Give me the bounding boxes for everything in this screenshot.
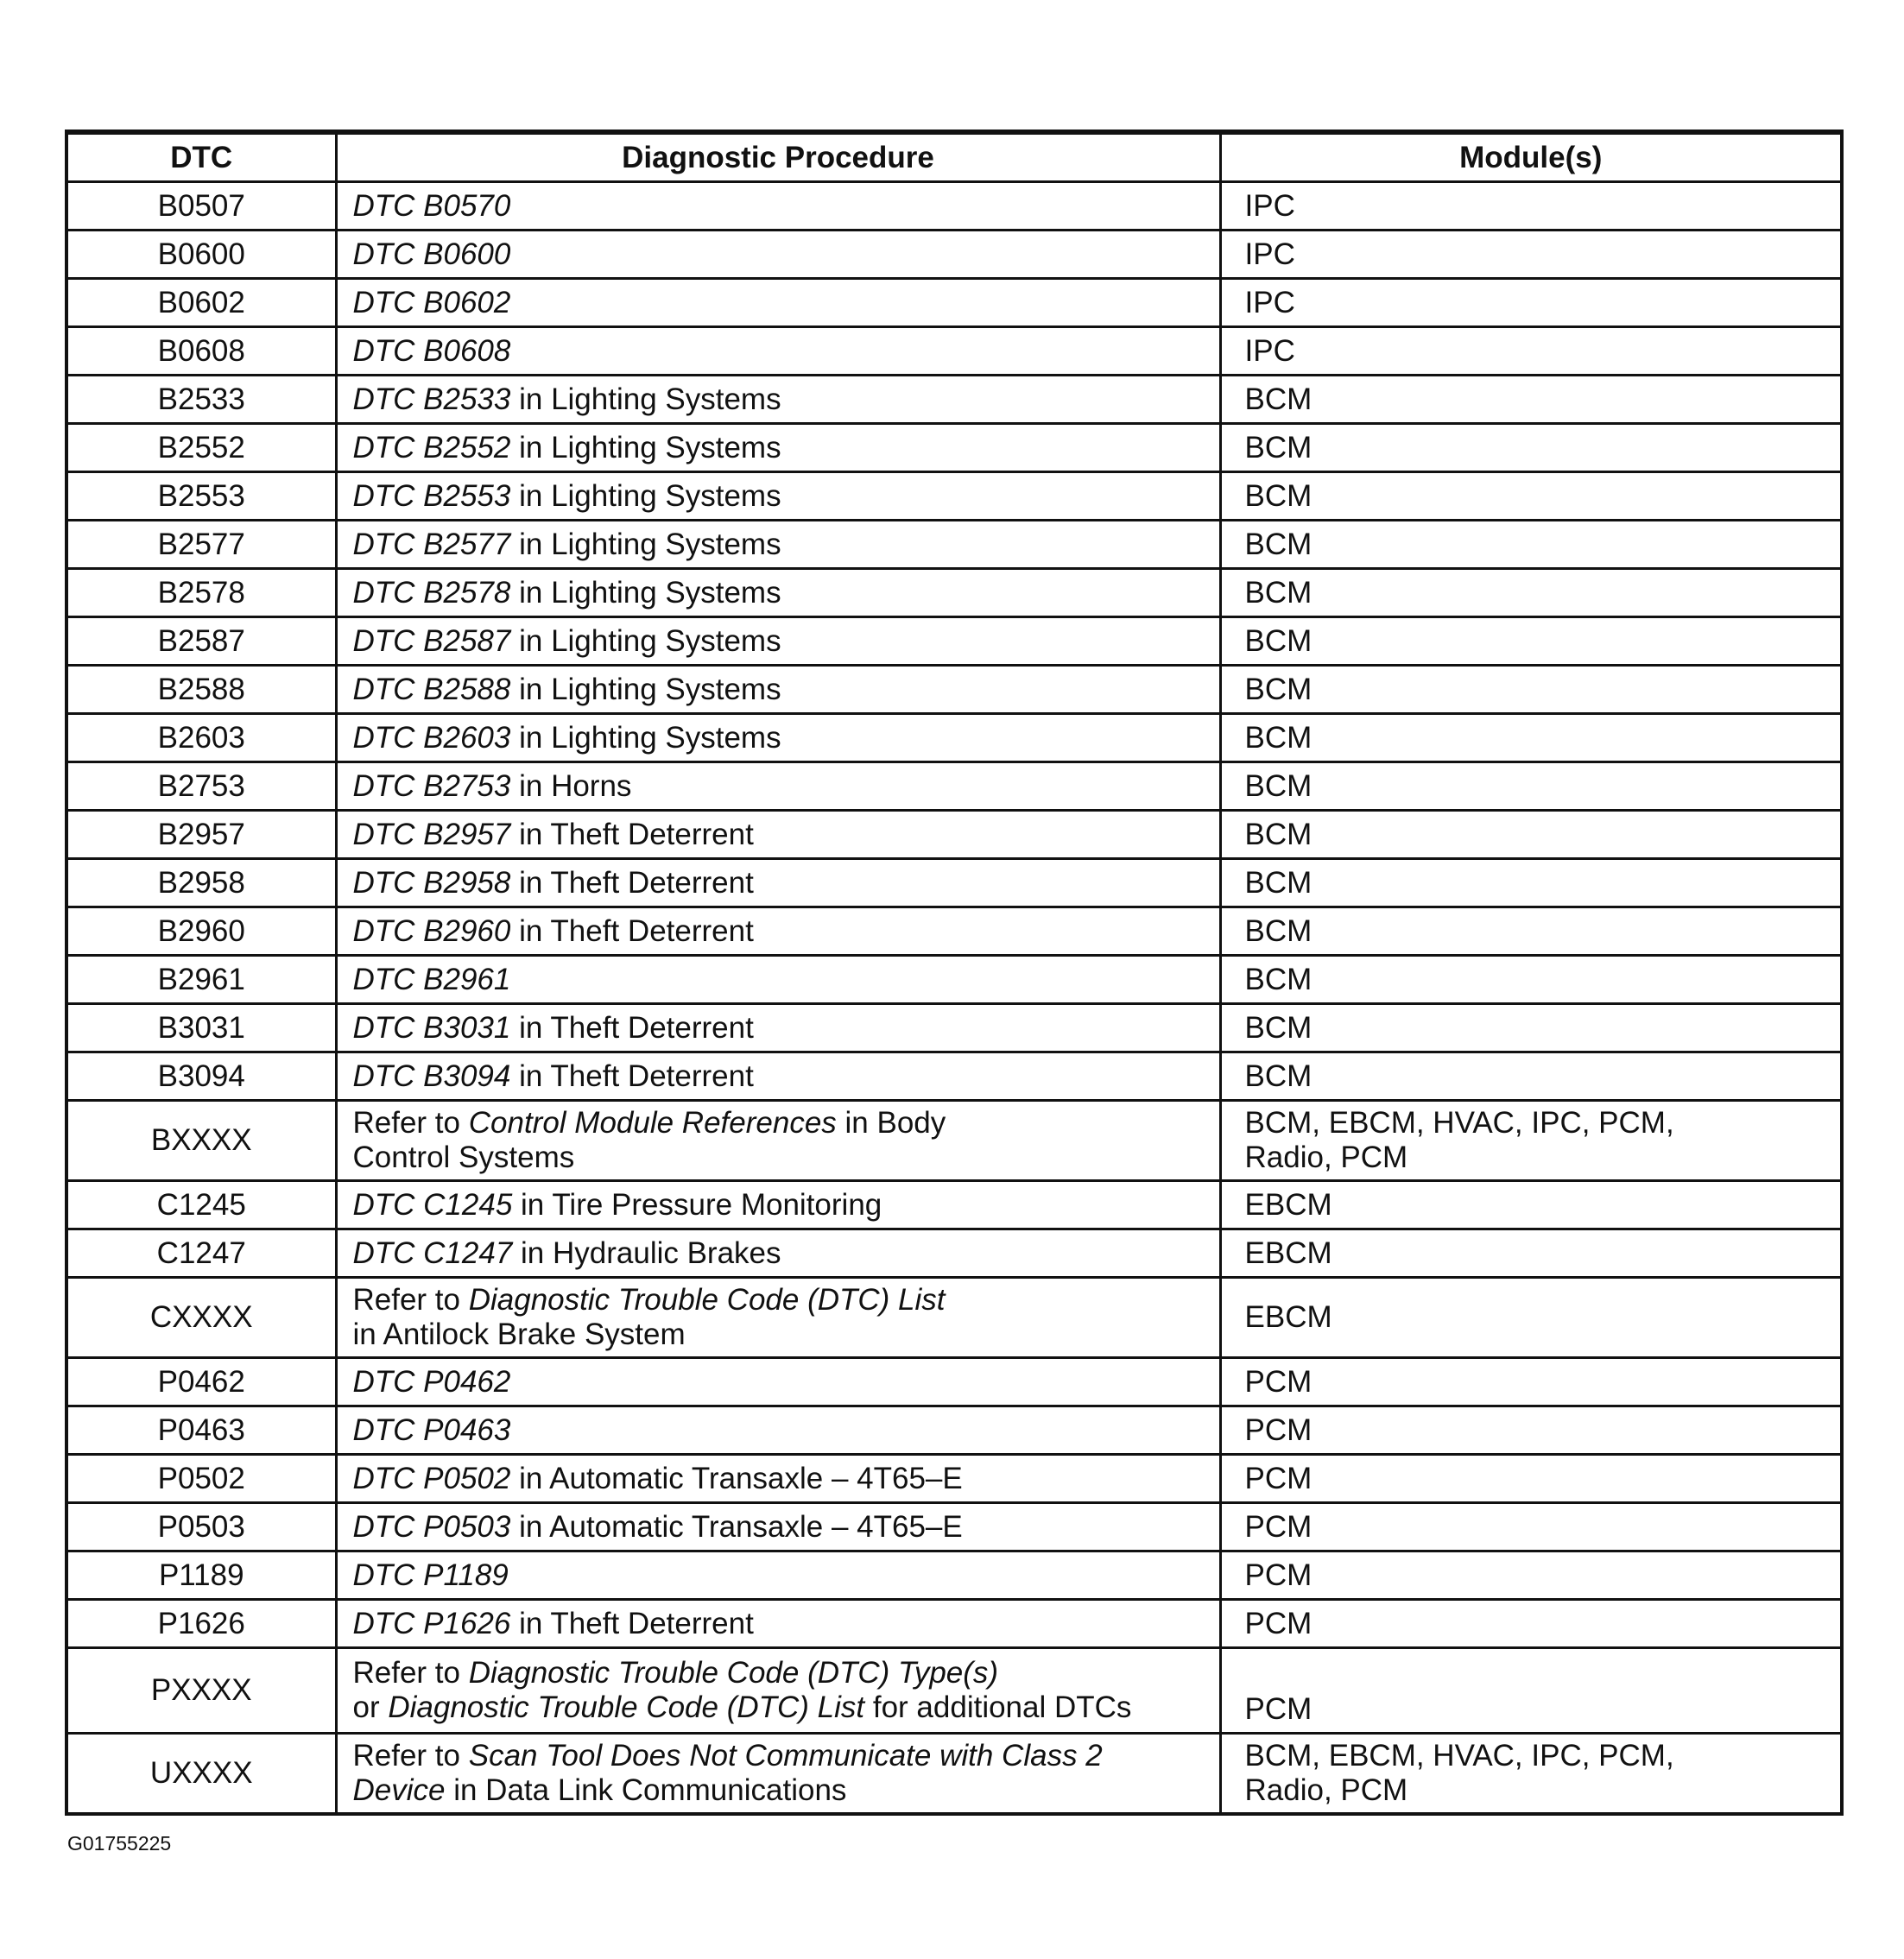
dtc-code-cell: B2588	[66, 666, 336, 714]
modules-cell: BCM	[1220, 569, 1842, 617]
modules-cell: BCM	[1220, 714, 1842, 762]
modules-cell: IPC	[1220, 279, 1842, 327]
diagnostic-procedure-cell	[336, 231, 1220, 279]
procedure-reference: DTC P0502	[352, 1461, 511, 1495]
procedure-text: Refer to	[352, 1106, 469, 1140]
modules-cell: BCM	[1220, 811, 1842, 859]
table-row	[66, 859, 1842, 907]
modules-cell: EBCM	[1220, 1181, 1842, 1229]
modules-cell: IPC	[1220, 231, 1842, 279]
modules-cell: PCM	[1220, 1358, 1842, 1406]
dtc-code-cell: B2957	[66, 811, 336, 859]
figure-id: G01755225	[67, 1832, 172, 1855]
procedure-reference: DTC B2960	[352, 913, 511, 948]
procedure-text: in Body	[836, 1106, 946, 1140]
procedure-text: in Lighting Systems	[510, 527, 781, 561]
modules-cell: EBCM	[1220, 1278, 1842, 1358]
dtc-code-cell: B3031	[66, 1004, 336, 1052]
procedure-reference: DTC B0600	[352, 237, 511, 271]
diagnostic-procedure-cell	[336, 279, 1220, 327]
dtc-code-cell: B2961	[66, 956, 336, 1004]
dtc-code-cell: C1245	[66, 1181, 336, 1229]
table-row	[66, 1734, 1842, 1815]
table-row	[66, 1004, 1842, 1052]
procedure-text: in Theft Deterrent	[510, 1058, 754, 1093]
modules-cell: BCM	[1220, 521, 1842, 569]
procedure-reference: DTC B0608	[352, 333, 511, 368]
procedure-reference: DTC C1247	[352, 1235, 513, 1270]
table-row	[66, 714, 1842, 762]
diagnostic-procedure-cell	[336, 1278, 1220, 1358]
diagnostic-procedure-cell	[336, 1004, 1220, 1052]
diagnostic-procedure-cell	[336, 666, 1220, 714]
modules-cell: PCM	[1220, 1406, 1842, 1455]
diagnostic-procedure-cell	[336, 859, 1220, 907]
procedure-reference: DTC B2552	[352, 430, 511, 464]
procedure-text: for additional DTCs	[864, 1690, 1132, 1724]
procedure-text: in Automatic Transaxle – 4T65–E	[510, 1509, 963, 1544]
header-row	[66, 132, 1842, 182]
modules-cell: BCM	[1220, 1052, 1842, 1101]
diagnostic-procedure-cell	[336, 811, 1220, 859]
modules-cell: BCM	[1220, 762, 1842, 811]
header-modules: Module(s)	[1220, 132, 1842, 182]
procedure-text: Refer to	[352, 1739, 469, 1773]
dtc-code-cell: BXXXX	[66, 1101, 336, 1181]
table-row	[66, 1600, 1842, 1648]
procedure-text: in Lighting Systems	[510, 720, 781, 755]
dtc-code-cell: C1247	[66, 1229, 336, 1278]
procedure-text: Refer to	[352, 1283, 469, 1317]
modules-cell: IPC	[1220, 327, 1842, 376]
procedure-text: Refer to	[352, 1656, 469, 1690]
dtc-code-cell: B2958	[66, 859, 336, 907]
procedure-reference: DTC P1626	[352, 1606, 511, 1640]
procedure-reference: DTC B2603	[352, 720, 511, 755]
diagnostic-procedure-cell	[336, 327, 1220, 376]
table-row	[66, 1503, 1842, 1551]
procedure-text: or	[352, 1690, 389, 1724]
dtc-code-cell: B2587	[66, 617, 336, 666]
table-row	[66, 231, 1842, 279]
diagnostic-procedure-cell	[336, 1052, 1220, 1101]
procedure-text: in Lighting Systems	[510, 430, 781, 464]
table-row	[66, 1406, 1842, 1455]
dtc-code-cell: B0600	[66, 231, 336, 279]
procedure-reference: DTC B2961	[352, 962, 511, 996]
table-row	[66, 472, 1842, 521]
table-row	[66, 1101, 1842, 1181]
modules-cell: BCM	[1220, 859, 1842, 907]
dtc-code-cell: P0502	[66, 1455, 336, 1503]
diagnostic-procedure-cell	[336, 569, 1220, 617]
diagnostic-procedure-cell	[336, 1101, 1220, 1181]
procedure-reference: DTC B3094	[352, 1058, 511, 1093]
procedure-text: in Tire Pressure Monitoring	[512, 1187, 882, 1222]
dtc-code-cell: B2960	[66, 907, 336, 956]
diagnostic-procedure-cell	[336, 1181, 1220, 1229]
procedure-text: in Theft Deterrent	[510, 1606, 754, 1640]
procedure-reference: Diagnostic Trouble Code (DTC) List	[388, 1690, 865, 1724]
procedure-text: in Lighting Systems	[510, 382, 781, 416]
diagnostic-procedure-cell	[336, 1358, 1220, 1406]
dtc-code-cell: B0608	[66, 327, 336, 376]
dtc-code-cell: P1189	[66, 1551, 336, 1600]
procedure-text: in Lighting Systems	[510, 575, 781, 610]
dtc-code-cell: B2578	[66, 569, 336, 617]
procedure-text: in Data Link Communications	[445, 1773, 847, 1807]
modules-cell: BCM, EBCM, HVAC, IPC, PCM, Radio, PCM	[1220, 1734, 1842, 1815]
diagnostic-procedure-cell	[336, 617, 1220, 666]
table-row	[66, 279, 1842, 327]
diagnostic-procedure-cell	[336, 472, 1220, 521]
table-row	[66, 1181, 1842, 1229]
procedure-reference: DTC P0463	[352, 1412, 511, 1447]
procedure-reference: Diagnostic Trouble Code (DTC) List	[468, 1283, 946, 1317]
dtc-code-cell: B2577	[66, 521, 336, 569]
diagnostic-procedure-cell	[336, 1600, 1220, 1648]
diagnostic-procedure-cell	[336, 907, 1220, 956]
procedure-text: in Theft Deterrent	[510, 817, 754, 851]
modules-cell: BCM	[1220, 666, 1842, 714]
diagnostic-procedure-cell	[336, 762, 1220, 811]
diagnostic-procedure-cell	[336, 521, 1220, 569]
diagnostic-procedure-cell	[336, 1734, 1220, 1815]
procedure-text: in Lighting Systems	[510, 672, 781, 706]
table-row	[66, 182, 1842, 231]
dtc-code-cell: UXXXX	[66, 1734, 336, 1815]
modules-cell: BCM	[1220, 956, 1842, 1004]
procedure-reference: DTC B2578	[352, 575, 511, 610]
table-row	[66, 521, 1842, 569]
procedure-reference: DTC B2958	[352, 865, 511, 900]
procedure-reference: DTC B2587	[352, 623, 511, 658]
dtc-code-cell: P0462	[66, 1358, 336, 1406]
table-body	[66, 182, 1842, 1815]
table-row	[66, 569, 1842, 617]
diagnostic-procedure-cell	[336, 1503, 1220, 1551]
procedure-reference: Control Module References	[468, 1106, 837, 1140]
diagnostic-procedure-cell	[336, 182, 1220, 231]
modules-cell: BCM	[1220, 472, 1842, 521]
procedure-text: Control Systems	[352, 1141, 575, 1174]
procedure-reference: Device	[352, 1773, 446, 1807]
modules-cell: PCM	[1220, 1455, 1842, 1503]
table-row	[66, 376, 1842, 424]
table-row	[66, 956, 1842, 1004]
procedure-reference: DTC B2533	[352, 382, 511, 416]
procedure-text: in Theft Deterrent	[510, 913, 754, 948]
procedure-reference: DTC P0462	[352, 1364, 511, 1399]
procedure-reference: DTC B3031	[352, 1010, 511, 1045]
procedure-text: in Theft Deterrent	[510, 865, 754, 900]
dtc-code-cell: B0602	[66, 279, 336, 327]
modules-cell: BCM	[1220, 617, 1842, 666]
procedure-text: in Lighting Systems	[510, 623, 781, 658]
table-row	[66, 1052, 1842, 1101]
table-row	[66, 1455, 1842, 1503]
procedure-text: in Automatic Transaxle – 4T65–E	[510, 1461, 963, 1495]
dtc-code-cell: P0463	[66, 1406, 336, 1455]
header-diagnostic-procedure: Diagnostic Procedure	[336, 132, 1220, 182]
table-row	[66, 1278, 1842, 1358]
procedure-reference: DTC C1245	[352, 1187, 513, 1222]
dtc-table	[65, 130, 1844, 1816]
procedure-reference: DTC P1189	[352, 1558, 509, 1592]
diagnostic-procedure-cell	[336, 1551, 1220, 1600]
table-row	[66, 1551, 1842, 1600]
procedure-reference: DTC B0602	[352, 285, 511, 319]
table-row	[66, 424, 1842, 472]
procedure-reference: DTC P0503	[352, 1509, 511, 1544]
dtc-code-cell: PXXXX	[66, 1648, 336, 1734]
diagnostic-procedure-cell	[336, 1648, 1220, 1734]
modules-cell: BCM	[1220, 907, 1842, 956]
modules-cell: BCM	[1220, 376, 1842, 424]
modules-cell: EBCM	[1220, 1229, 1842, 1278]
procedure-reference: DTC B2588	[352, 672, 511, 706]
procedure-reference: Scan Tool Does Not Communicate with Class 2	[468, 1739, 1103, 1773]
diagnostic-procedure-cell	[336, 1455, 1220, 1503]
table-row	[66, 666, 1842, 714]
table-row	[66, 1358, 1842, 1406]
procedure-reference: Diagnostic Trouble Code (DTC) Type(s)	[468, 1656, 999, 1690]
table-header	[66, 132, 1842, 182]
procedure-reference: DTC B2753	[352, 768, 511, 803]
modules-cell: PCM	[1220, 1551, 1842, 1600]
table-row	[66, 617, 1842, 666]
procedure-reference: DTC B2577	[352, 527, 511, 561]
modules-cell: PCM	[1220, 1600, 1842, 1648]
header-dtc: DTC	[66, 132, 336, 182]
diagnostic-procedure-cell	[336, 956, 1220, 1004]
modules-cell: BCM, EBCM, HVAC, IPC, PCM, Radio, PCM	[1220, 1101, 1842, 1181]
table-row	[66, 811, 1842, 859]
dtc-code-cell: B0507	[66, 182, 336, 231]
modules-cell: BCM	[1220, 1004, 1842, 1052]
modules-cell: BCM	[1220, 424, 1842, 472]
dtc-code-cell: P0503	[66, 1503, 336, 1551]
table-row	[66, 907, 1842, 956]
dtc-code-cell: B2553	[66, 472, 336, 521]
modules-cell: PCM	[1220, 1648, 1842, 1734]
procedure-text: in Hydraulic Brakes	[512, 1235, 781, 1270]
dtc-code-cell: B2603	[66, 714, 336, 762]
diagnostic-procedure-cell	[336, 714, 1220, 762]
procedure-text: in Antilock Brake System	[352, 1318, 686, 1351]
dtc-code-cell: B2552	[66, 424, 336, 472]
dtc-code-cell: CXXXX	[66, 1278, 336, 1358]
table-row	[66, 327, 1842, 376]
table-row	[66, 762, 1842, 811]
diagnostic-procedure-cell	[336, 376, 1220, 424]
procedure-text: in Lighting Systems	[510, 478, 781, 513]
dtc-code-cell: B3094	[66, 1052, 336, 1101]
procedure-text: in Horns	[510, 768, 632, 803]
modules-cell: IPC	[1220, 182, 1842, 231]
dtc-code-cell: P1626	[66, 1600, 336, 1648]
diagnostic-procedure-cell	[336, 424, 1220, 472]
diagnostic-procedure-cell	[336, 1229, 1220, 1278]
procedure-text: in Theft Deterrent	[510, 1010, 754, 1045]
diagnostic-procedure-cell	[336, 1406, 1220, 1455]
dtc-code-cell: B2533	[66, 376, 336, 424]
procedure-reference: DTC B0570	[352, 188, 511, 223]
procedure-reference: DTC B2957	[352, 817, 511, 851]
table-row	[66, 1648, 1842, 1734]
modules-cell: PCM	[1220, 1503, 1842, 1551]
procedure-reference: DTC B2553	[352, 478, 511, 513]
table-row	[66, 1229, 1842, 1278]
dtc-code-cell: B2753	[66, 762, 336, 811]
